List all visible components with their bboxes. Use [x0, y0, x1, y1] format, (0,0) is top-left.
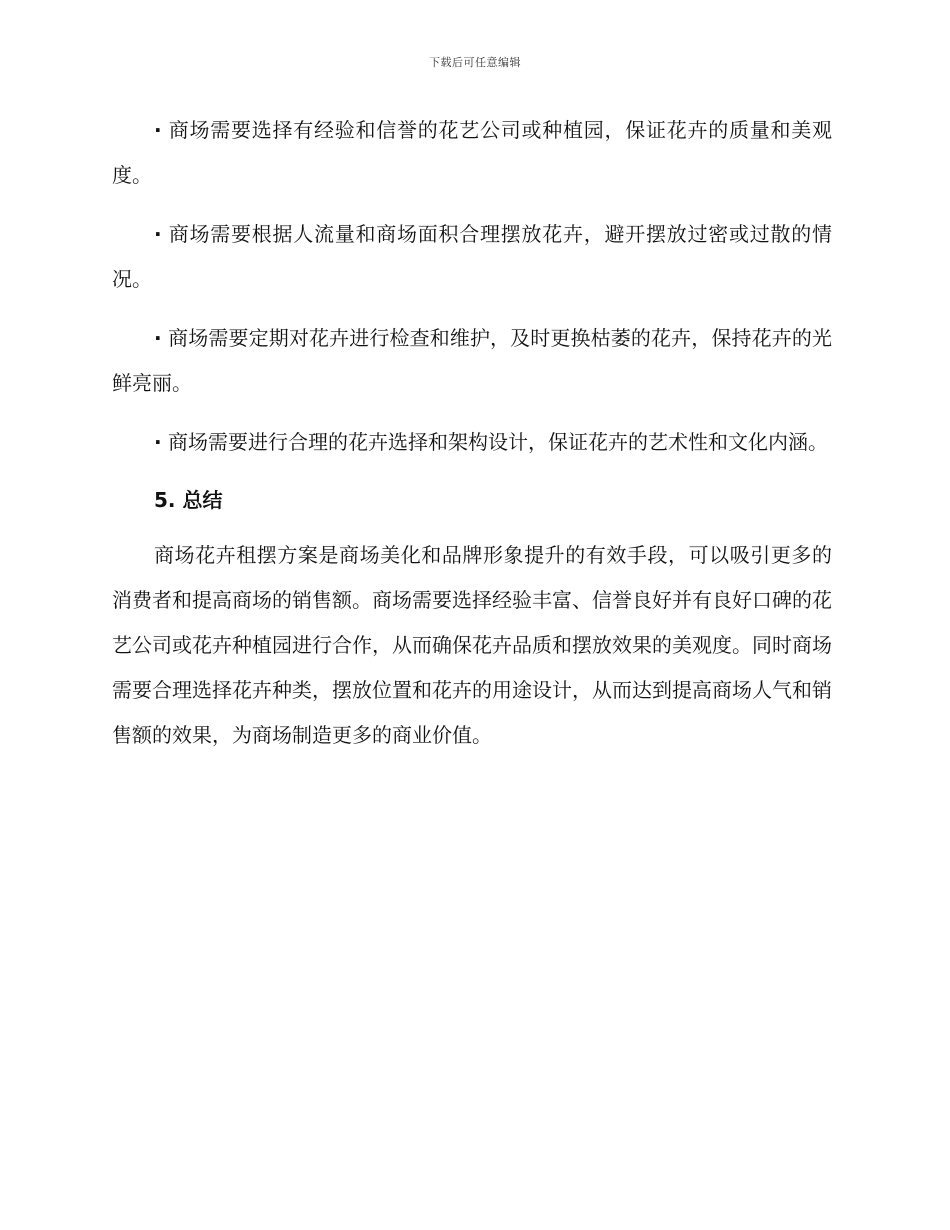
section-heading: 5. 总结: [154, 488, 223, 512]
bullet-item: [112, 212, 832, 302]
header-note: 下载后可任意编辑: [429, 56, 521, 69]
section-body: 商场花卉租摆方案是商场美化和品牌形象提升的有效手段，可以吸引更多的消费者和提高商场的销售额。商场需要选择经验丰富、信誉良好并有良好口碑的花艺公司或花卉种植园进行合作，从而确保花卉品质和摆放效果的美观度。同时商场需要合理选择花卉种类，摆放位置和花卉的用途设计，从而达到提高商场人气和销售额的效果，为商场制造更多的商业价值。: [112, 543, 832, 747]
bullet-text: 商场需要定期对花卉进行检查和维护，及时更换枯萎的花卉，保持花卉的光鲜亮丽。: [112, 326, 832, 395]
bullet-item: [112, 108, 832, 198]
bullet-mark: ·: [154, 222, 162, 246]
bullet-item: [112, 316, 832, 406]
bullet-text: 商场需要进行合理的花卉选择和架构设计，保证花卉的艺术性和文化内涵。: [168, 430, 828, 454]
bullet-mark: ·: [154, 430, 162, 454]
document-content: [112, 108, 832, 772]
bullet-text: 商场需要选择有经验和信誉的花艺公司或种植园，保证花卉的质量和美观度。: [112, 118, 832, 187]
bullet-text: 商场需要根据人流量和商场面积合理摆放花卉，避开摆放过密或过散的情况。: [112, 222, 832, 291]
bullet-mark: ·: [154, 118, 162, 142]
bullet-item: [112, 420, 832, 465]
bullet-mark: ·: [154, 326, 162, 350]
